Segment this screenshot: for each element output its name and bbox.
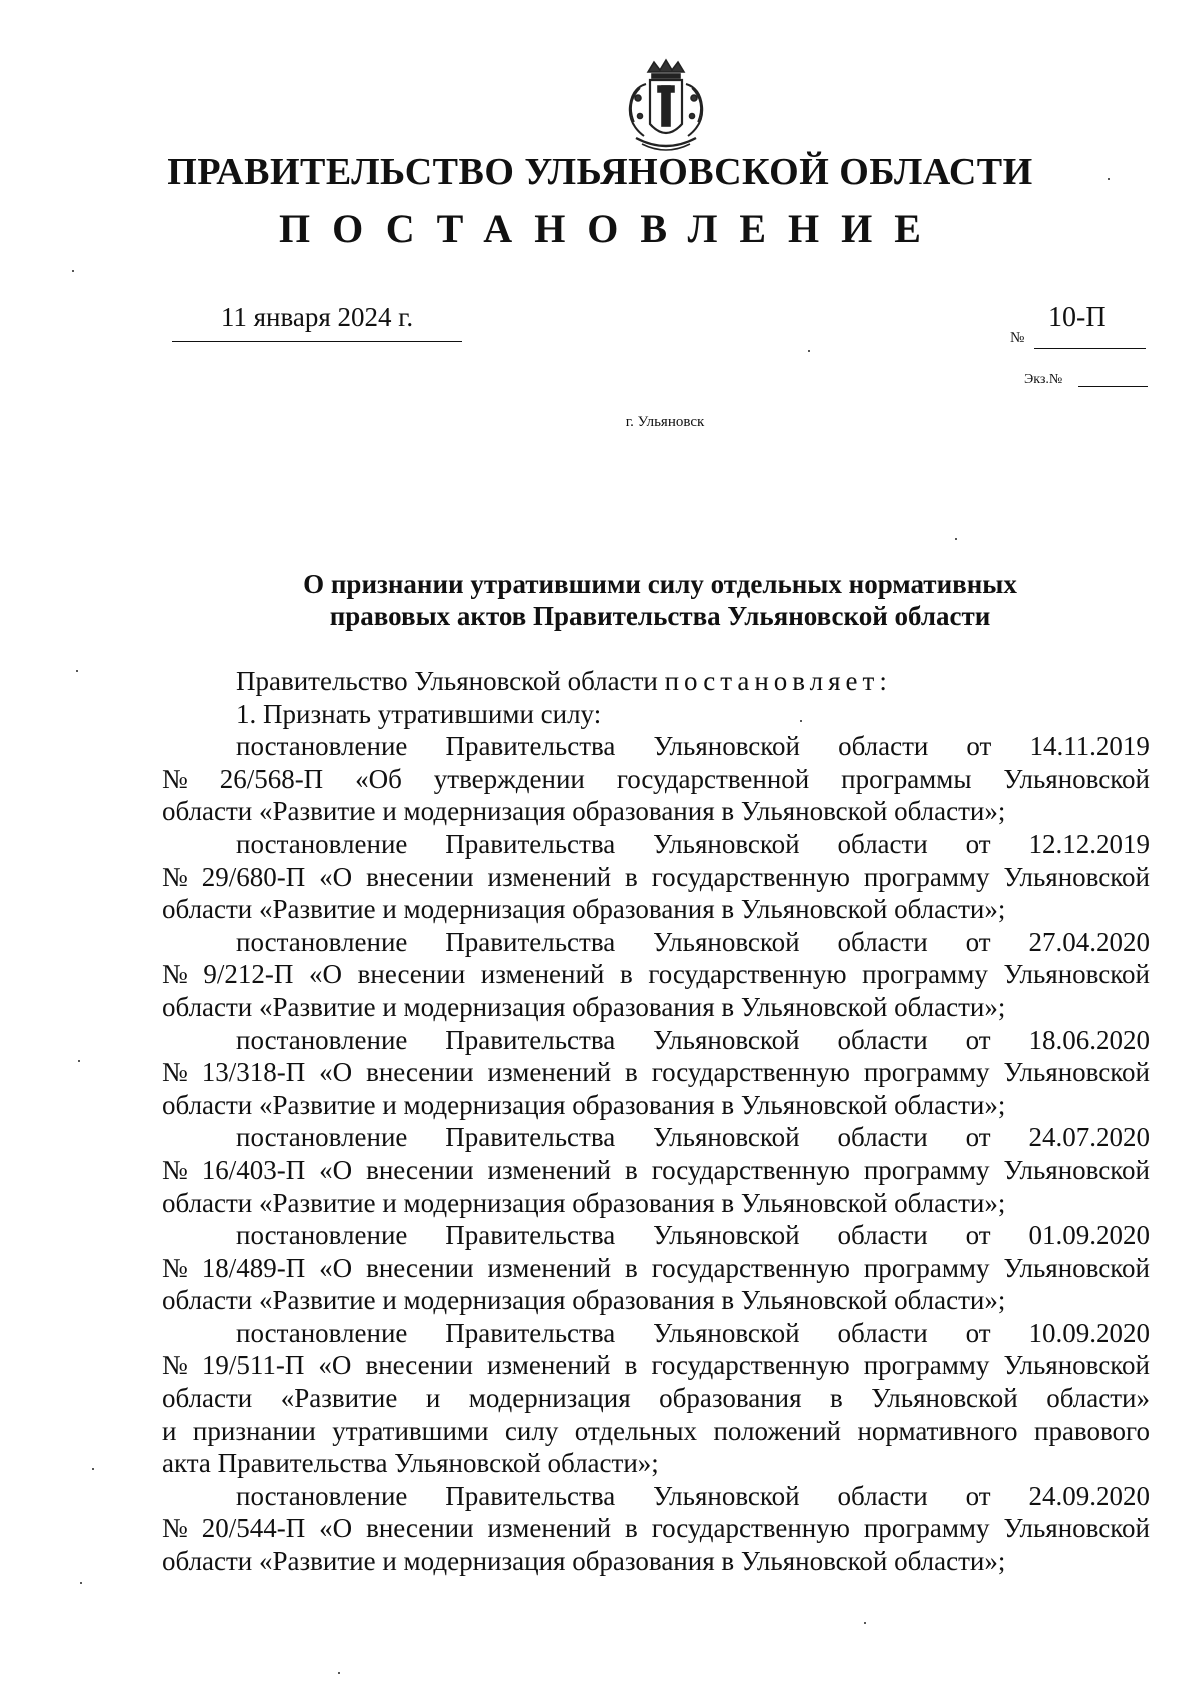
act-heading-word: от xyxy=(966,731,992,762)
act-date: 14.11.2019 xyxy=(1029,731,1150,762)
word: «О xyxy=(319,1513,353,1544)
act-heading-word: постановление xyxy=(236,731,408,762)
word: 16/403-П xyxy=(201,1154,306,1185)
word: утратившими xyxy=(332,1415,489,1446)
item-one: 1. Признать утратившими силу: xyxy=(236,698,602,729)
act-heading-word: от xyxy=(965,1122,991,1153)
word: Ульяновской xyxy=(1003,1154,1150,1185)
word: Ульяновской xyxy=(1003,763,1150,794)
act-heading-word: Ульяновской xyxy=(653,1122,800,1153)
repealed-act-entry xyxy=(162,1317,1150,1480)
word: «О xyxy=(319,1154,353,1185)
act-heading-word: Ульяновской xyxy=(653,1024,800,1055)
word: изменений xyxy=(480,959,605,990)
intro-paragraph xyxy=(162,665,1150,698)
act-text-line xyxy=(162,861,1150,894)
word: в xyxy=(624,1350,638,1381)
act-heading-word: Ульяновской xyxy=(653,1317,800,1348)
word: программу xyxy=(863,861,990,892)
act-heading-word: Правительства xyxy=(445,1220,616,1251)
word: области» xyxy=(1046,1383,1150,1414)
word: изменений xyxy=(487,1154,612,1185)
act-text-line: области «Развитие и модернизация образования в Ульяновской области»; xyxy=(162,1089,1006,1120)
word: внесении xyxy=(357,959,466,990)
word: правового xyxy=(1034,1415,1150,1446)
coat-of-arms-icon xyxy=(618,58,714,158)
repealed-act-entry xyxy=(162,1480,1150,1578)
subject-line: О признании утратившими силу отдельных нормативных xyxy=(303,569,1017,599)
act-heading-line xyxy=(162,1480,1150,1513)
word: Ульяновской xyxy=(1003,959,1150,990)
word: 29/680-П xyxy=(201,861,306,892)
act-heading-word: Правительства xyxy=(445,828,616,859)
repealed-act-entry xyxy=(162,730,1150,828)
word: образования xyxy=(659,1383,802,1414)
word: государственную xyxy=(651,1252,850,1283)
document-date-field xyxy=(172,302,462,342)
act-text-line: области «Развитие и модернизация образования в Ульяновской области»; xyxy=(162,894,1006,925)
document-date: 11 января 2024 г. xyxy=(220,302,414,332)
act-heading-word: постановление xyxy=(236,828,408,859)
repealed-act-entry xyxy=(162,1024,1150,1122)
act-heading-word: от xyxy=(965,828,991,859)
copy-number-field xyxy=(1024,370,1150,388)
word: изменений xyxy=(487,1252,612,1283)
word: и xyxy=(162,1415,177,1446)
city-name: г. Ульяновск xyxy=(625,414,705,430)
word: «Об xyxy=(355,763,402,794)
act-heading-word: от xyxy=(965,926,991,957)
act-heading-word: области xyxy=(837,1122,928,1153)
word: Ульяновской xyxy=(1003,1513,1150,1544)
word: в xyxy=(830,1383,843,1414)
word: в xyxy=(625,1252,638,1283)
word: программу xyxy=(863,1154,990,1185)
repealed-act-entry xyxy=(162,1121,1150,1219)
word: государственную xyxy=(648,959,847,990)
word: программу xyxy=(863,1057,990,1088)
word: Ульяновской xyxy=(1003,1057,1150,1088)
word: 19/511-П xyxy=(201,1350,305,1381)
act-heading-word: постановление xyxy=(236,926,408,957)
act-text-line: области «Развитие и модернизация образования в Ульяновской области»; xyxy=(162,1546,1006,1577)
word: 13/318-П xyxy=(201,1057,306,1088)
act-heading-word: Правительства xyxy=(445,926,616,957)
word: государственную xyxy=(651,861,850,892)
act-heading-word: области xyxy=(837,828,928,859)
number-underline xyxy=(1034,348,1146,349)
word: признании xyxy=(192,1415,316,1446)
act-text-line: области «Развитие и модернизация образования в Ульяновской области»; xyxy=(162,796,1006,827)
act-text-line xyxy=(162,1512,1150,1545)
act-heading-line xyxy=(162,926,1150,959)
act-text-line xyxy=(162,1349,1150,1382)
word: государственной xyxy=(616,763,810,794)
word: программы xyxy=(841,763,972,794)
word: отдельных xyxy=(574,1415,697,1446)
word: № xyxy=(162,1154,188,1185)
act-heading-word: области xyxy=(837,1480,928,1511)
word: «О xyxy=(319,1252,353,1283)
act-heading-word: Правительства xyxy=(445,731,616,762)
word: в xyxy=(625,1513,638,1544)
act-heading-word: Правительства xyxy=(445,1317,616,1348)
act-text-line: акта Правительства Ульяновской области»; xyxy=(162,1448,659,1479)
word: Ульяновской xyxy=(1003,861,1150,892)
word: № xyxy=(162,1513,188,1544)
word: положений xyxy=(713,1415,841,1446)
act-heading-word: области xyxy=(837,1317,928,1348)
act-heading-word: постановление xyxy=(236,1122,408,1153)
word: в xyxy=(625,1057,638,1088)
word: внесении xyxy=(366,1154,474,1185)
word: силу xyxy=(504,1415,559,1446)
act-date: 10.09.2020 xyxy=(1028,1317,1150,1348)
government-title: ПРАВИТЕЛЬСТВО УЛЬЯНОВСКОЙ ОБЛАСТИ xyxy=(167,151,1033,193)
document-number: 10-П xyxy=(1048,302,1106,333)
word: 26/568-П xyxy=(219,763,324,794)
act-heading-word: области xyxy=(838,731,929,762)
word: «О xyxy=(319,1057,353,1088)
act-heading-word: от xyxy=(965,1480,991,1511)
act-text-line xyxy=(162,1252,1150,1285)
act-text-line xyxy=(162,1154,1150,1187)
act-heading-line xyxy=(162,828,1150,861)
act-text-line: области «Развитие и модернизация образования в Ульяновской области»; xyxy=(162,991,1006,1022)
word: изменений xyxy=(487,861,612,892)
repealed-acts-list xyxy=(162,730,1150,1577)
word: «Развитие xyxy=(280,1383,398,1414)
document-subject xyxy=(172,568,1148,632)
word: государственную xyxy=(651,1057,850,1088)
act-heading-word: области xyxy=(837,926,928,957)
word: 20/544-П xyxy=(201,1513,306,1544)
word: государственную xyxy=(651,1154,850,1185)
act-heading-word: Ульяновской xyxy=(653,828,800,859)
word: изменений xyxy=(487,1057,612,1088)
repealed-act-entry xyxy=(162,926,1150,1024)
word: «О xyxy=(319,861,353,892)
word: Ульяновской xyxy=(1003,1252,1150,1283)
act-heading-word: Ульяновской xyxy=(653,926,800,957)
word: государственную xyxy=(651,1350,850,1381)
act-heading-word: постановление xyxy=(236,1317,408,1348)
word: внесении xyxy=(366,1252,474,1283)
word: внесении xyxy=(366,1513,474,1544)
word: нормативного xyxy=(857,1415,1018,1446)
word: № xyxy=(162,1057,188,1088)
word: в xyxy=(619,959,633,990)
act-heading-word: постановление xyxy=(236,1024,408,1055)
act-heading-word: Правительства xyxy=(445,1024,616,1055)
act-heading-word: Ульяновской xyxy=(653,1220,800,1251)
word: внесении xyxy=(366,861,474,892)
act-heading-word: Ульяновской xyxy=(653,731,800,762)
word: № xyxy=(162,861,188,892)
word: «О xyxy=(309,959,343,990)
word: Ульяновской xyxy=(871,1383,1018,1414)
word: программу xyxy=(863,1350,990,1381)
word: в xyxy=(625,1154,638,1185)
repealed-act-entry xyxy=(162,828,1150,926)
number-label: № xyxy=(1010,330,1025,346)
document-body xyxy=(162,665,1150,1578)
act-heading-word: от xyxy=(965,1317,991,1348)
act-heading-line xyxy=(162,1024,1150,1057)
word: программу xyxy=(862,959,988,990)
word: 18/489-П xyxy=(201,1252,306,1283)
word: утверждении xyxy=(433,763,585,794)
act-date: 27.04.2020 xyxy=(1028,926,1150,957)
document-type-title: ПОСТАНОВЛЕНИЕ xyxy=(279,206,943,251)
copy-number-label: Экз.№ xyxy=(1024,372,1063,387)
act-date: 12.12.2019 xyxy=(1028,828,1150,859)
word: 9/212-П xyxy=(203,959,294,990)
word: внесении xyxy=(366,1057,474,1088)
word: программу xyxy=(863,1513,990,1544)
word: изменений xyxy=(487,1350,611,1381)
subject-line: правовых актов Правительства Ульяновской области xyxy=(329,601,991,631)
copy-number-underline xyxy=(1078,386,1148,387)
act-date: 18.06.2020 xyxy=(1028,1024,1150,1055)
act-heading-word: постановление xyxy=(236,1220,408,1251)
word: и xyxy=(425,1383,441,1414)
word: области xyxy=(162,1383,253,1414)
act-text-line xyxy=(162,1415,1150,1448)
act-heading-word: Правительства xyxy=(445,1480,616,1511)
word: № xyxy=(162,959,188,990)
date-underline xyxy=(172,341,462,342)
act-date: 24.09.2020 xyxy=(1028,1480,1150,1511)
act-text-line: области «Развитие и модернизация образования в Ульяновской области»; xyxy=(162,1285,1006,1316)
act-heading-line xyxy=(162,1121,1150,1154)
word: изменений xyxy=(487,1513,612,1544)
act-heading-word: от xyxy=(965,1220,991,1251)
word: Ульяновской xyxy=(1003,1350,1150,1381)
word: № xyxy=(162,1350,188,1381)
word: внесении xyxy=(365,1350,473,1381)
word: модернизация xyxy=(468,1383,631,1414)
act-heading-word: Ульяновской xyxy=(653,1480,800,1511)
act-date: 01.09.2020 xyxy=(1028,1220,1150,1251)
word: государственную xyxy=(651,1513,850,1544)
act-heading-word: Правительства xyxy=(445,1122,616,1153)
act-heading-word: постановление xyxy=(236,1480,408,1511)
act-text-line xyxy=(162,763,1150,796)
word: «О xyxy=(318,1350,352,1381)
act-date: 24.07.2020 xyxy=(1028,1122,1150,1153)
act-heading-line xyxy=(162,730,1150,763)
word: № xyxy=(162,763,188,794)
act-heading-line xyxy=(162,1317,1150,1350)
word: в xyxy=(625,861,638,892)
intro-verb: постановляет: xyxy=(664,666,892,696)
act-text-line: области «Развитие и модернизация образования в Ульяновской области»; xyxy=(162,1187,1006,1218)
intro-lead: Правительство Ульяновской области xyxy=(236,666,665,696)
act-text-line xyxy=(162,1382,1150,1415)
word: программу xyxy=(863,1252,990,1283)
word: № xyxy=(162,1252,188,1283)
act-heading-word: области xyxy=(837,1024,928,1055)
act-heading-word: области xyxy=(837,1220,928,1251)
act-text-line xyxy=(162,1056,1150,1089)
act-heading-line xyxy=(162,1219,1150,1252)
repealed-act-entry xyxy=(162,1219,1150,1317)
act-heading-word: от xyxy=(965,1024,991,1055)
act-text-line xyxy=(162,958,1150,991)
